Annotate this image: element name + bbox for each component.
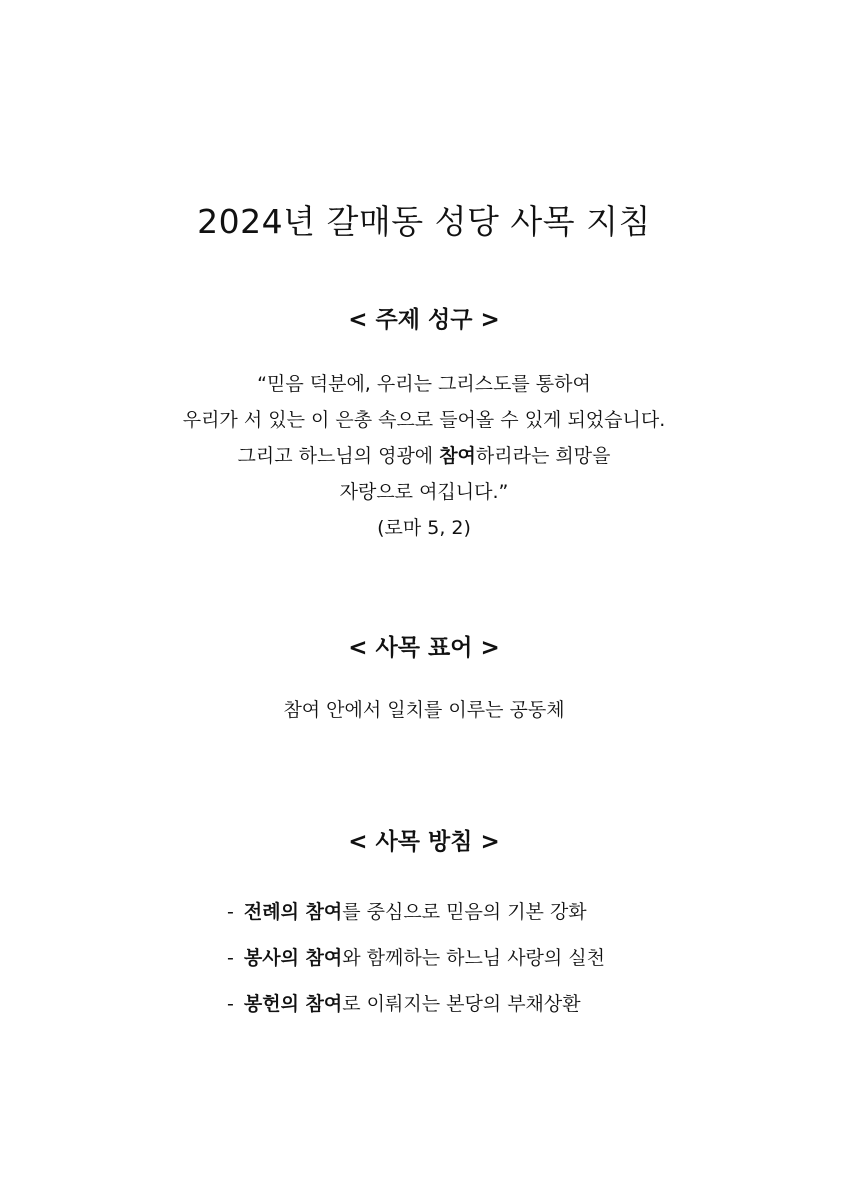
pastoral-motto-text: 참여 안에서 일치를 이루는 공동체 (283, 699, 565, 721)
policy-text: 를 중심으로 믿음의 기본 강화 (342, 901, 587, 923)
policy-text: 로 이뤄지는 본당의 부채상환 (342, 993, 581, 1015)
verse-line-text: 우리가 서 있는 이 은총 속으로 들어올 수 있게 되었습니다. (182, 409, 666, 431)
pastoral-policy-heading: < 사목 방침 > (348, 829, 500, 855)
page-title: 2024년 갈매동 성당 사목 지침 (197, 202, 651, 241)
verse-line (0, 366, 848, 402)
verse-emphasis: 참여 (439, 445, 476, 467)
list-item (227, 943, 605, 970)
verse-line-text: 그리고 하느님의 영광에 (237, 445, 440, 467)
verse-line-text: 하리라는 희망을 (475, 445, 611, 467)
verse-line-text: “믿음 덕분에, 우리는 그리스도를 통하여 (257, 373, 591, 395)
theme-verse (0, 366, 848, 546)
policy-emphasis: 전례의 참여 (243, 901, 343, 923)
pastoral-motto-heading: < 사목 표어 > (348, 635, 500, 661)
verse-line (0, 402, 848, 438)
verse-reference: (로마 5, 2) (377, 517, 471, 539)
list-item (227, 989, 581, 1016)
policy-emphasis: 봉헌의 참여 (243, 993, 343, 1015)
verse-line (0, 474, 848, 510)
policy-emphasis: 봉사의 참여 (243, 947, 343, 969)
list-dash: - (227, 947, 234, 969)
list-item (227, 897, 587, 924)
theme-verse-heading: < 주제 성구 > (348, 307, 500, 333)
list-dash: - (227, 901, 234, 923)
verse-line (0, 438, 848, 474)
verse-line-text: 자랑으로 여깁니다.” (339, 481, 509, 503)
list-dash: - (227, 993, 234, 1015)
policy-text: 와 함께하는 하느님 사랑의 실천 (342, 947, 606, 969)
